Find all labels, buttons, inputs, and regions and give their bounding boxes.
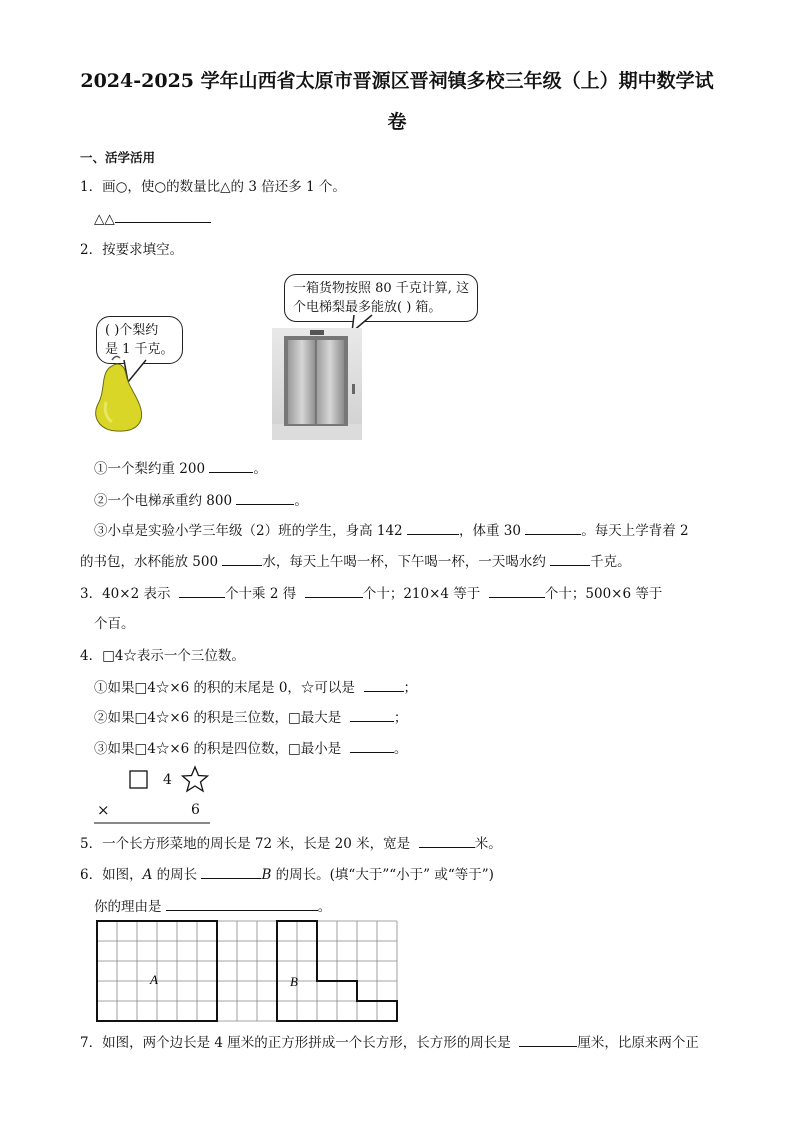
triangles: △△ <box>94 211 115 227</box>
q2-3-total-blank[interactable] <box>550 551 590 566</box>
q2-3-height-blank[interactable] <box>407 520 459 535</box>
question-7: 7．如图，两个边长是 4 厘米的正方形拼成一个长方形，长方形的周长是 厘米，比原来两个正 <box>80 1032 699 1053</box>
q4-2-blank[interactable] <box>350 707 394 722</box>
q2-item-1: ①一个梨约重 200 。 <box>94 458 267 479</box>
q1-blank[interactable] <box>115 208 211 223</box>
grid-lines <box>97 921 397 1021</box>
question-2: 2．按要求填空。 <box>80 242 184 258</box>
q2-2-blank[interactable] <box>236 490 294 505</box>
q2-3-weight-blank[interactable] <box>525 520 581 535</box>
q1-answer-line <box>94 208 211 229</box>
section-heading: 一、活学活用 <box>80 150 156 165</box>
q2-3-water-blank[interactable] <box>222 551 262 566</box>
pear-bubble-line1: ( )个梨约 <box>105 323 159 338</box>
empty-square-icon <box>129 770 149 790</box>
page-title-line1: 2024-2025 学年山西省太原市晋源区晋祠镇多校三年级（上）期中数学试 <box>80 70 714 92</box>
question-1: 1．画○，使○的数量比△的 3 倍还多 1 个。 <box>80 179 346 195</box>
shape-a-label: A <box>150 972 158 987</box>
q5-blank[interactable] <box>419 833 475 848</box>
q6-reason-blank[interactable] <box>166 896 318 911</box>
elevator-bubble-line1: 一箱货物按照 80 千克计算, 这 <box>293 281 470 296</box>
q4-3-blank[interactable] <box>350 738 394 753</box>
q4-item-1: ①如果□4☆×6 的积的末尾是 0，☆可以是 ； <box>94 677 417 698</box>
pear-image <box>92 352 152 432</box>
q7-blank[interactable] <box>519 1032 577 1047</box>
question-5: 5．一个长方形菜地的周长是 72 米，长是 20 米，宽是 米。 <box>80 833 502 854</box>
q4-item-2: ②如果□4☆×6 的积是三位数，□最大是 ； <box>94 707 407 728</box>
times-sign: × <box>97 801 110 819</box>
q2-1-blank[interactable] <box>209 458 253 473</box>
elevator-image <box>272 328 362 440</box>
digit-four: 4 <box>163 772 172 788</box>
q4-1-blank[interactable] <box>364 677 404 692</box>
page-title-line2: 卷 <box>387 111 407 133</box>
pear-bubble-line2: 是 1 千克。 <box>105 342 174 357</box>
star-icon <box>182 766 210 794</box>
q4-item-3: ③如果□4☆×6 的积是四位数，□最小是 。 <box>94 738 407 759</box>
q3-blank-1[interactable] <box>179 583 225 598</box>
q6-reason: 你的理由是 。 <box>94 896 331 917</box>
elevator-bubble-line2: 个电梯梨最多能放( ) 箱。 <box>293 300 442 315</box>
q2-item-3: ③小卓是实验小学三年级（2）班的学生，身高 142 ，体重 30 。每天上学背着 2 <box>94 520 689 541</box>
q3-blank-2[interactable] <box>305 583 363 598</box>
q2-item-3-cont: 的书包，水杯能放 500 水，每天上午喝一杯，下午喝一杯，一天喝水约 千克。 <box>80 551 631 572</box>
question-6: 6．如图，A 的周长 B 的周长。(填“大于”“小于” 或“等于”) <box>80 864 494 885</box>
question-3: 3．40×2 表示 个十乘 2 得 个十；210×4 等于 个十；500×6 等于 <box>80 583 662 604</box>
perimeter-grid-figure <box>96 920 400 1026</box>
q2-item-2: ②一个电梯承重约 800 。 <box>94 490 308 511</box>
q3-blank-3[interactable] <box>489 583 545 598</box>
question-3-cont: 个百。 <box>94 616 135 632</box>
shape-b-label: B <box>290 974 298 989</box>
q6-blank[interactable] <box>201 864 261 879</box>
digit-six: 6 <box>191 802 200 818</box>
multiplication-line <box>94 822 214 826</box>
question-4: 4．□4☆表示一个三位数。 <box>80 648 245 664</box>
